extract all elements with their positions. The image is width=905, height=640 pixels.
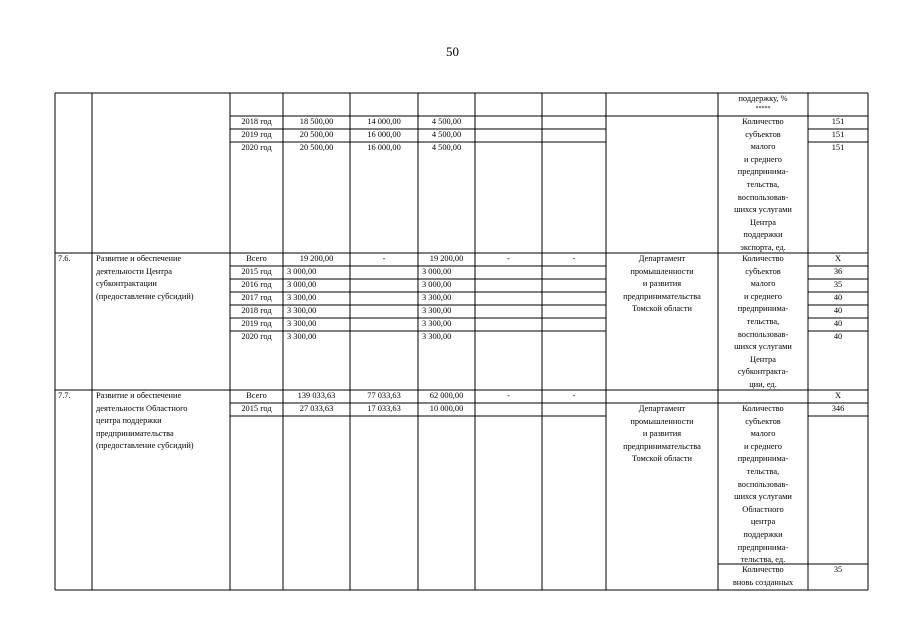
- year-cell: 2018 год: [241, 306, 272, 315]
- total-cell: 20 500,00: [299, 130, 334, 139]
- municipal-cell: -: [507, 254, 510, 263]
- year-cell: Всего: [246, 254, 267, 263]
- federal-cell: 17 033,63: [367, 404, 401, 413]
- target-cell: 35: [833, 565, 843, 574]
- extrabudget-cell: -: [572, 254, 576, 263]
- regional-cell: 3 000,00: [422, 280, 452, 289]
- regional-cell: 19 200,00: [429, 254, 464, 263]
- target-cell: 346: [831, 404, 845, 413]
- target-cell: X: [834, 254, 842, 263]
- regional-cell: 3 300,00: [422, 293, 452, 302]
- page-number: 50: [446, 44, 459, 59]
- year-cell: 2016 год: [241, 280, 272, 289]
- total-cell: 19 200,00: [299, 254, 334, 263]
- section-number: 7.6.: [58, 254, 71, 263]
- target-cell: 151: [831, 117, 845, 126]
- extrabudget-cell: -: [572, 391, 576, 400]
- total-cell: 3 000,00: [287, 267, 317, 276]
- indicator-description: Количество субъектов малого и среднего предпринима- тельства, воспользовав- шихся услугами Центра субконтракта- ции, ед.: [734, 254, 792, 389]
- total-cell: 3 300,00: [287, 332, 317, 341]
- year-cell: 2018 год: [241, 117, 272, 126]
- year-cell: 2015 год: [241, 267, 272, 276]
- target-cell: 35: [833, 280, 843, 289]
- indicator-tail-text: поддержку, %: [738, 94, 788, 103]
- target-cell: 40: [833, 293, 843, 302]
- target-cell: 40: [833, 319, 843, 328]
- target-cell: 36: [833, 267, 843, 276]
- total-cell: 18 500,00: [299, 117, 334, 126]
- total-cell: 3 000,00: [287, 280, 317, 289]
- total-cell: 27 033,63: [299, 404, 334, 413]
- regional-cell: 62 000,00: [429, 391, 464, 400]
- indicator-tail-stars: *****: [755, 105, 771, 112]
- target-cell: 151: [831, 130, 845, 139]
- regional-cell: 4 500,00: [431, 130, 462, 139]
- indicator-tail: [718, 93, 808, 113]
- federal-cell: 77 033,63: [367, 391, 401, 400]
- year-cell: 2015 год: [241, 404, 272, 413]
- regional-cell: 3 000,00: [422, 267, 452, 276]
- target-cell: 151: [831, 143, 845, 152]
- total-cell: 3 300,00: [287, 306, 317, 315]
- regional-cell: 3 300,00: [422, 332, 452, 341]
- federal-cell: 14 000,00: [367, 117, 401, 126]
- year-cell: 2020 год: [241, 332, 272, 341]
- executor: Департамент промышленности и развития предпринимательства Томской области: [623, 404, 701, 464]
- indicator-description: Количество субъектов малого и среднего предпринима- тельства, воспользовав- шихся услугами Областного центра поддержки предпринима- тельства, ед.: [734, 404, 792, 565]
- year-cell: 2020 год: [241, 143, 272, 152]
- total-cell: 3 300,00: [287, 319, 317, 328]
- municipal-cell: -: [507, 391, 510, 400]
- regional-cell: 4 500,00: [431, 117, 462, 126]
- executor: Департамент промышленности и развития предпринимательства Томской области: [623, 254, 701, 314]
- total-cell: 3 300,00: [287, 293, 317, 302]
- target-cell: X: [834, 391, 842, 400]
- indicator-2-description: Количество вновь созданных: [732, 565, 794, 587]
- regional-cell: 10 000,00: [429, 404, 464, 413]
- total-cell: 20 500,00: [299, 143, 334, 152]
- year-cell: 2019 год: [241, 319, 272, 328]
- section-number: 7.7.: [58, 391, 71, 400]
- total-cell: 139 033,63: [297, 391, 336, 400]
- section-name: Развитие и обеспечение деятельности Центра субконтрактации (предоставление субсидий): [96, 254, 194, 301]
- target-cell: 40: [833, 332, 843, 341]
- federal-cell: 16 000,00: [367, 130, 401, 139]
- federal-cell: 16 000,00: [367, 143, 401, 152]
- regional-cell: 3 300,00: [422, 306, 452, 315]
- regional-cell: 3 300,00: [422, 319, 452, 328]
- regional-cell: 4 500,00: [431, 143, 462, 152]
- section-name: Развитие и обеспечение деятельности Областного центра поддержки предпринимательства (предоставление субсидий): [96, 391, 194, 451]
- year-cell: Всего: [246, 391, 267, 400]
- year-cell: 2019 год: [241, 130, 272, 139]
- indicator-description: Количество субъектов малого и среднего предпринима- тельства, воспользовав- шихся услугами Центра поддержки экспорта, ед.: [734, 117, 792, 252]
- target-cell: 40: [833, 306, 843, 315]
- federal-cell: -: [382, 254, 386, 263]
- year-cell: 2017 год: [241, 293, 272, 302]
